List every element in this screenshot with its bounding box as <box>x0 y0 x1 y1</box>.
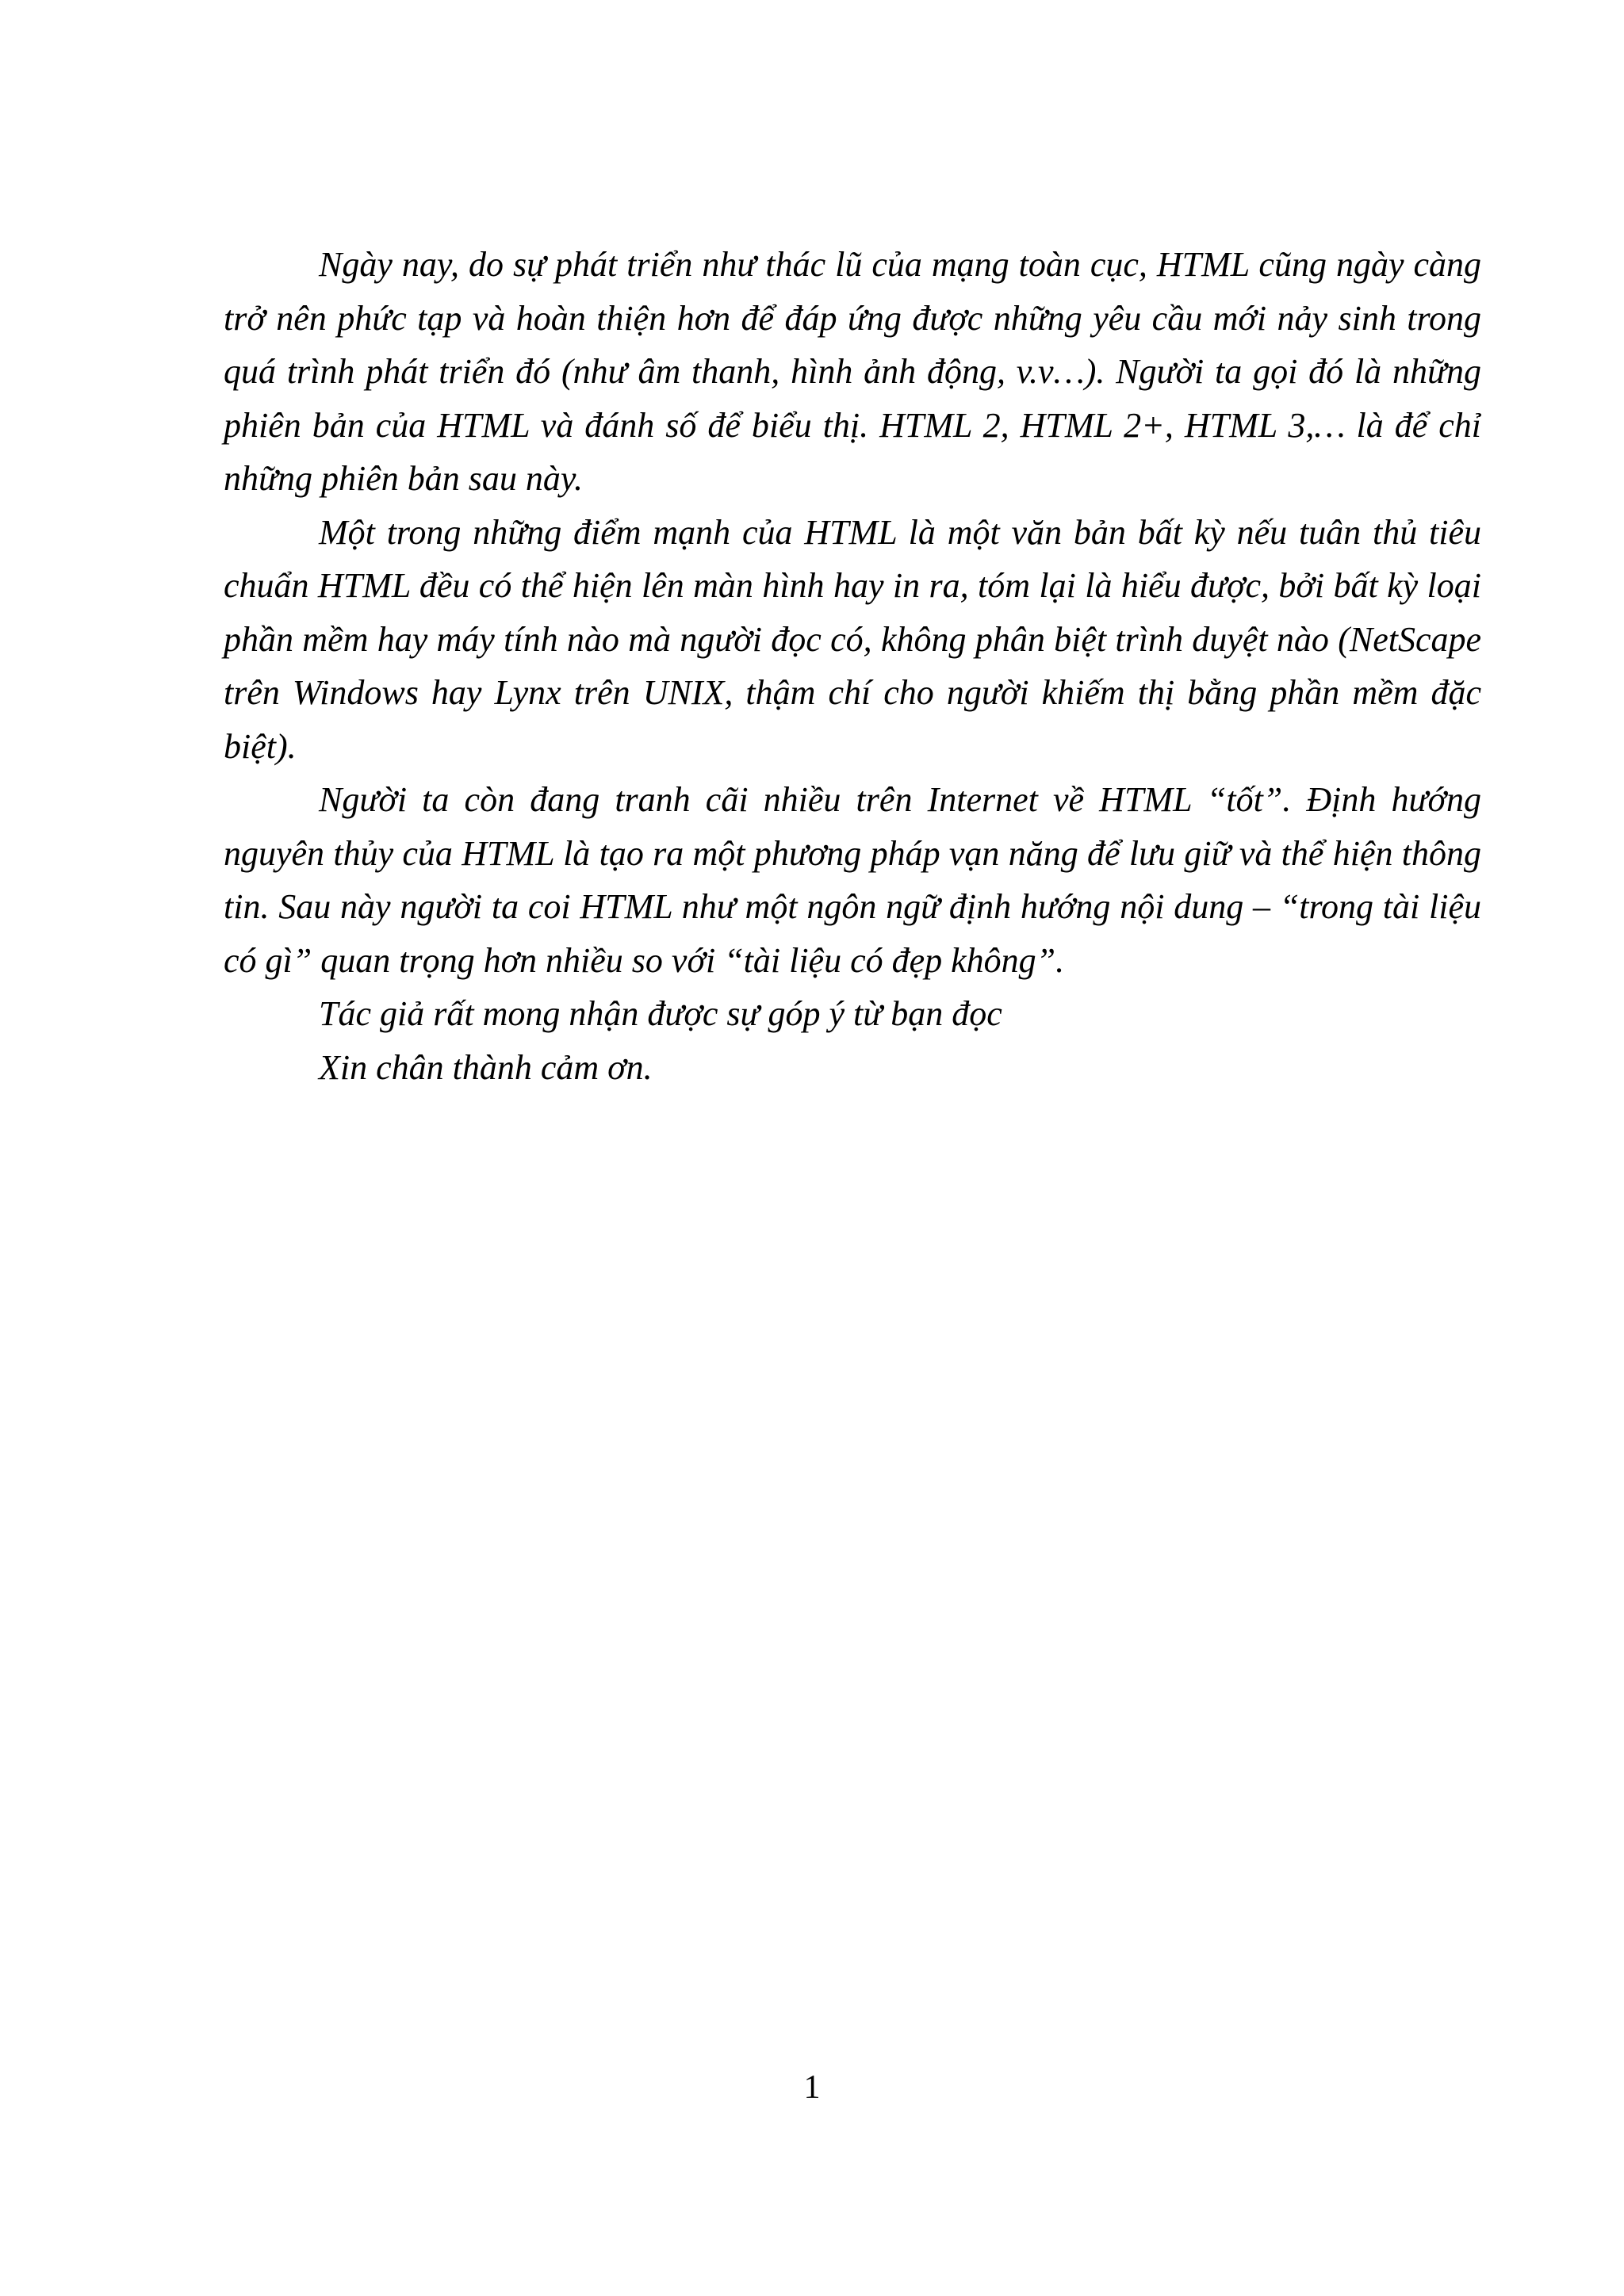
page-number: 1 <box>803 2069 821 2106</box>
paragraph-html-versions: Ngày nay, do sự phát triển như thác lũ của mạng toàn cục, HTML cũng ngày càng trở nên phức tạp và hoàn thiện hơn để đáp ứng được những yêu cầu mới nảy sinh trong quá trình phát triển đó (như âm thanh, hình ảnh động, v.v…). Người ta gọi đó là những phiên bản của HTML và đánh số để biểu thị. HTML 2, HTML 2+, HTML 3,… là để chỉ những phiên bản sau này. <box>224 245 1481 498</box>
paragraph-html-strengths: Một trong những điểm mạnh của HTML là một văn bản bất kỳ nếu tuân thủ tiêu chuẩn HTML đều có thể hiện lên màn hình hay in ra, tóm lại là hiểu được, bởi bất kỳ loại phần mềm hay máy tính nào mà người đọc có, không phân biệt trình duyệt nào (NetScape trên Windows hay Lynx trên UNIX, thậm chí cho người khiếm thị bằng phần mềm đặc biệt). <box>224 512 1481 766</box>
closing-line-thanks: Xin chân thành cảm ơn. <box>319 1047 653 1087</box>
closing-line-feedback: Tác giả rất mong nhận được sự góp ý từ bạn đọc <box>319 994 1002 1033</box>
body-text <box>224 238 1481 1094</box>
paragraph-html-debate: Người ta còn đang tranh cãi nhiều trên Internet về HTML “tốt”. Định hướng nguyên thủy của HTML là tạo ra một phương pháp vạn năng để lưu giữ và thể hiện thông tin. Sau này người ta coi HTML như một ngôn ngữ định hướng nội dung – “trong tài liệu có gì” quan trọng hơn nhiều so với “tài liệu có đẹp không”. <box>224 780 1481 980</box>
